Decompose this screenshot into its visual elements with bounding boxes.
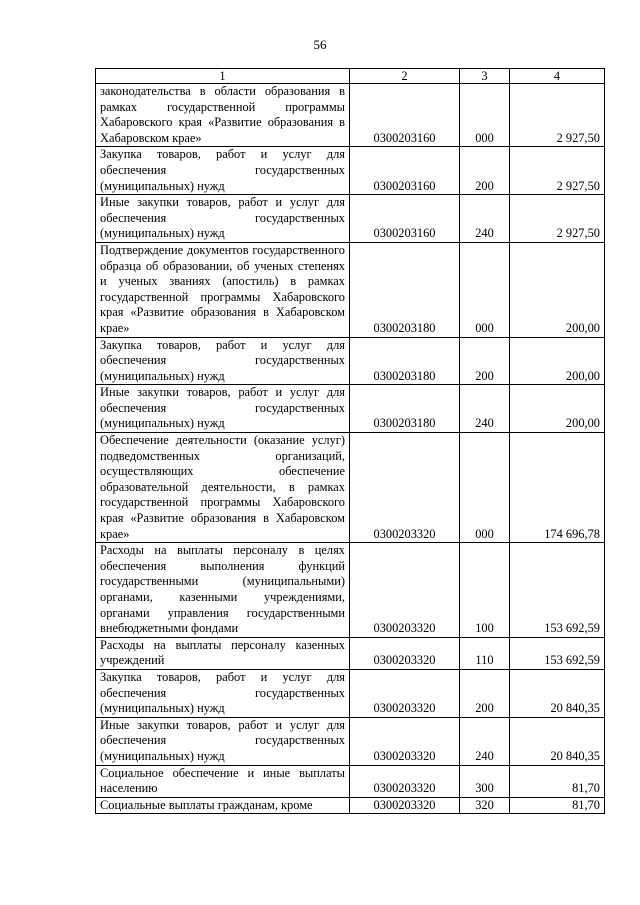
row-expense-type: 200: [460, 147, 510, 195]
table-row: [96, 717, 605, 765]
row-code: 0300203180: [350, 337, 460, 385]
row-amount: 20 840,35: [510, 717, 605, 765]
table-row: [96, 242, 605, 337]
table-row: [96, 195, 605, 243]
table-row: [96, 433, 605, 543]
row-code: 0300203160: [350, 84, 460, 147]
row-amount: 174 696,78: [510, 433, 605, 543]
table-row: [96, 669, 605, 717]
table-row: [96, 637, 605, 669]
row-code: 0300203320: [350, 717, 460, 765]
row-expense-type: 110: [460, 637, 510, 669]
row-code: 0300203320: [350, 669, 460, 717]
column-header: 1: [96, 69, 350, 84]
row-code: 0300203320: [350, 637, 460, 669]
row-description: Обеспечение деятельности (оказание услуг) подведомственных организаций, осуществляющих обеспечение образовательной деятельности, в рамках государственной программы Хабаровского края «Развитие образования в Хабаровском крае»: [96, 433, 350, 543]
row-description: Закупка товаров, работ и услуг для обеспечения государственных (муниципальных) нужд: [96, 337, 350, 385]
table-row: [96, 147, 605, 195]
row-amount: 200,00: [510, 385, 605, 433]
row-amount: 200,00: [510, 242, 605, 337]
column-header: 3: [460, 69, 510, 84]
row-code: 0300203320: [350, 797, 460, 814]
row-amount: 153 692,59: [510, 637, 605, 669]
row-expense-type: 200: [460, 669, 510, 717]
table-row: [96, 84, 605, 147]
row-expense-type: 200: [460, 337, 510, 385]
row-amount: 200,00: [510, 337, 605, 385]
row-amount: 81,70: [510, 765, 605, 797]
row-amount: 20 840,35: [510, 669, 605, 717]
table-row: [96, 385, 605, 433]
row-code: 0300203320: [350, 433, 460, 543]
row-expense-type: 000: [460, 84, 510, 147]
row-description: Социальное обеспечение и иные выплаты населению: [96, 765, 350, 797]
row-expense-type: 240: [460, 385, 510, 433]
row-code: 0300203180: [350, 242, 460, 337]
row-amount: 2 927,50: [510, 195, 605, 243]
row-expense-type: 240: [460, 195, 510, 243]
row-expense-type: 240: [460, 717, 510, 765]
table-row: [96, 543, 605, 638]
row-code: 0300203160: [350, 195, 460, 243]
row-description: Иные закупки товаров, работ и услуг для обеспечения государственных (муниципальных) нужд: [96, 195, 350, 243]
row-code: 0300203320: [350, 765, 460, 797]
row-amount: 2 927,50: [510, 84, 605, 147]
table-header-row: [96, 69, 605, 84]
table-row: [96, 337, 605, 385]
column-header: 4: [510, 69, 605, 84]
table-row: [96, 765, 605, 797]
row-code: 0300203160: [350, 147, 460, 195]
row-description: Расходы на выплаты персоналу казенных учреждений: [96, 637, 350, 669]
column-header: 2: [350, 69, 460, 84]
row-expense-type: 000: [460, 242, 510, 337]
row-expense-type: 320: [460, 797, 510, 814]
row-amount: 81,70: [510, 797, 605, 814]
row-description: Иные закупки товаров, работ и услуг для обеспечения государственных (муниципальных) нужд: [96, 717, 350, 765]
row-expense-type: 100: [460, 543, 510, 638]
row-description: законодательства в области образования в рамках государственной программы Хабаровского края «Развитие образования в Хабаровском крае»: [96, 84, 350, 147]
row-expense-type: 000: [460, 433, 510, 543]
row-expense-type: 300: [460, 765, 510, 797]
row-amount: 153 692,59: [510, 543, 605, 638]
row-description: Расходы на выплаты персоналу в целях обеспечения выполнения функций государственными (муниципальными) органами, казенными учреждениями, органами управления государственными внебюджетными фондами: [96, 543, 350, 638]
row-code: 0300203320: [350, 543, 460, 638]
page-number: 56: [313, 37, 327, 52]
row-description: Иные закупки товаров, работ и услуг для обеспечения государственных (муниципальных) нужд: [96, 385, 350, 433]
row-description: Закупка товаров, работ и услуг для обеспечения государственных (муниципальных) нужд: [96, 147, 350, 195]
row-description: Социальные выплаты гражданам, кроме: [96, 797, 350, 814]
row-code: 0300203180: [350, 385, 460, 433]
table-row: [96, 797, 605, 814]
row-amount: 2 927,50: [510, 147, 605, 195]
row-description: Подтверждение документов государственного образца об образовании, об ученых степенях и ученых званиях (апостиль) в рамках государственной программы Хабаровского края «Развитие образования в Хабаровском крае»: [96, 242, 350, 337]
row-description: Закупка товаров, работ и услуг для обеспечения государственных (муниципальных) нужд: [96, 669, 350, 717]
budget-table: [95, 68, 605, 814]
